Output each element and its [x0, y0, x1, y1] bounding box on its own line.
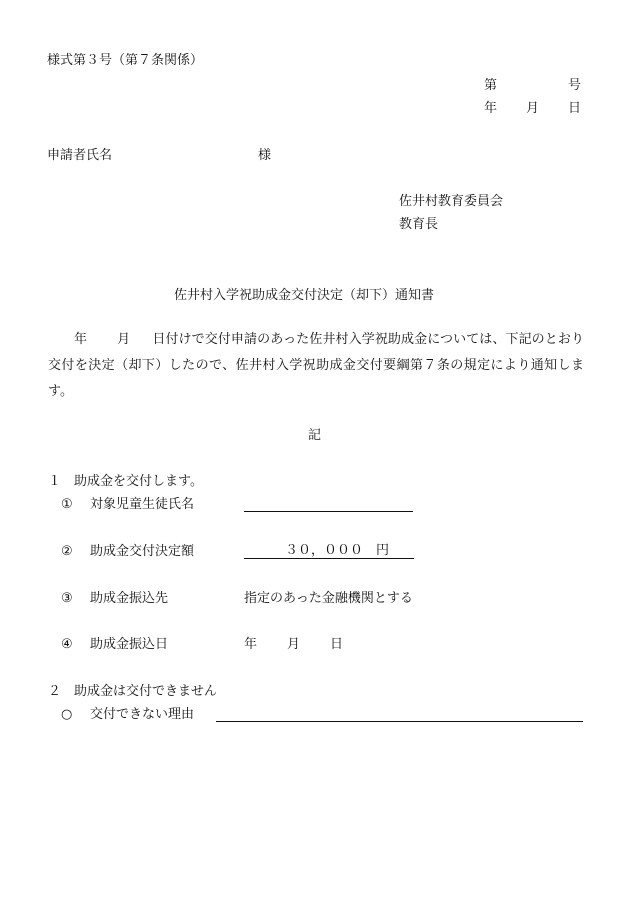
grant-amount-value: ３０，０００ 円: [284, 543, 389, 558]
item1-marker: ①: [61, 497, 73, 512]
transfer-day: 日: [330, 637, 344, 652]
transfer-destination-value: 指定のあった金融機関とする: [244, 591, 413, 606]
item3-label: 助成金振込先: [90, 591, 169, 606]
section1-heading: １ 助成金を交付します。: [48, 474, 203, 489]
date-day: 日: [568, 101, 582, 116]
date-month: 月: [526, 101, 540, 116]
doc-number-suffix: 号: [568, 78, 582, 93]
form-number: 様式第３号（第７条関係）: [47, 53, 204, 68]
document-title: 佐井村入学祝助成金交付決定（却下）通知書: [174, 288, 435, 303]
date-year: 年: [484, 101, 498, 116]
grant-amount-field: [244, 544, 414, 559]
issuer-organization: 佐井村教育委員会: [399, 194, 504, 209]
item2-label: 助成金交付決定額: [90, 544, 195, 559]
item4-marker: ④: [61, 637, 73, 652]
transfer-year: 年: [244, 637, 258, 652]
body-month: 月: [117, 332, 131, 347]
body-text: 日付けで交付申請のあった佐井村入学祝助成金については、下記のとおり交付を決定（却下）したので、佐井村入学祝助成金交付要綱第７条の規定により通知します。: [48, 332, 584, 399]
student-name-field: [244, 497, 413, 512]
item1-label: 対象児童生徒氏名: [90, 497, 195, 512]
item3-marker: ③: [61, 591, 73, 606]
rejection-reason-label: 交付できない理由: [90, 707, 195, 722]
section2-heading: ２ 助成金は交付できません: [48, 684, 218, 699]
item4-label: 助成金振込日: [90, 637, 169, 652]
section2-marker: ○: [61, 707, 73, 722]
body-paragraph: [48, 327, 584, 405]
ki-heading: 記: [308, 428, 322, 443]
body-year: 年: [74, 332, 88, 347]
transfer-month: 月: [287, 637, 301, 652]
rejection-reason-field: [216, 707, 583, 722]
honorific: 様: [258, 148, 272, 163]
issuer-title: 教育長: [399, 217, 439, 232]
item2-marker: ②: [61, 544, 73, 559]
applicant-name-label: 申請者氏名: [47, 148, 113, 163]
doc-number-prefix: 第: [484, 78, 498, 93]
